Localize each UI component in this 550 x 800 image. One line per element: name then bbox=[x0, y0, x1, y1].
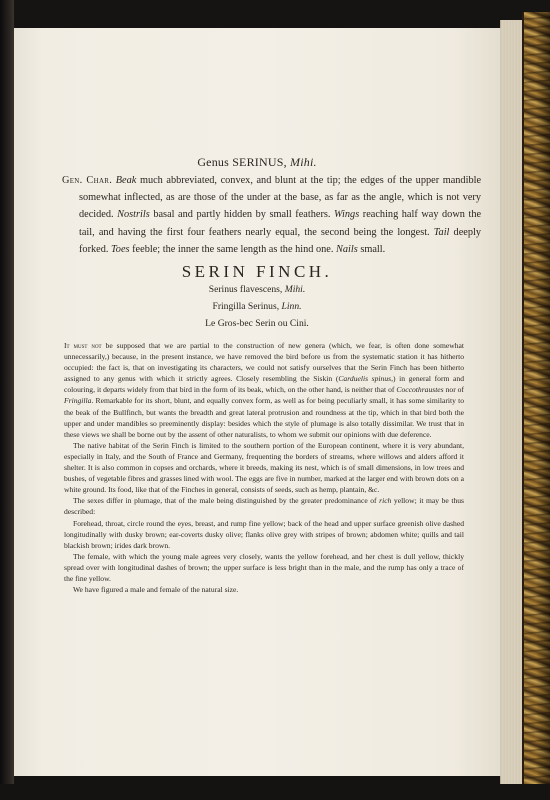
emphasis: rich bbox=[379, 496, 392, 506]
text-run: The sexes differ in plumage, that of the male being distinguished by the greater predominance of bbox=[73, 496, 380, 506]
nostrils-text: basal and partly hidden by small feathers. bbox=[153, 209, 331, 221]
paragraph-female-description: The female, with which the young male agrees very closely, wants the yellow forehead, and her chest is dull yellow, thickly spread over with longitudinal dashes of brown; the upper surface is less bright than in the male, and the rump has only a trace of the fine yellow. bbox=[64, 551, 464, 583]
species-title: SERIN FINCH. bbox=[181, 262, 333, 281]
latin-name: Fringilla bbox=[64, 396, 92, 406]
synonym-authority: Mihi. bbox=[284, 284, 306, 295]
toes-text: feeble; the inner the same length as the hind one. bbox=[132, 243, 334, 255]
lead-words: It must not bbox=[64, 341, 102, 350]
nails-text: small. bbox=[360, 243, 386, 255]
synonym-name: Serinus flavescens, bbox=[208, 284, 283, 295]
paragraph-male-description: Forehead, throat, circle round the eyes, breast, and rump fine yellow; back of the head and upper surface greenish olive dashed longitudinally with dusky brown; ear-coverts dusky olive; flanks olive grey with stripes of brown; abdomen white; quills and tail blackish brown; irides dark brown. bbox=[64, 518, 464, 550]
beak-label: Beak bbox=[115, 175, 137, 186]
genus-name: SERINUS, bbox=[232, 155, 287, 169]
toes-label: Toes bbox=[111, 243, 130, 255]
wings-label: Wings bbox=[334, 209, 360, 221]
text-run: be supposed that we are partial to the construction of new genera (which, we fear, is often done somewhat unnecessarily,) because, in the present instance, we have removed the bird before us from the systematic station it has hitherto occupied: the fact is, that on investigating its characters, we could not satisfy ourselves that the Serin Finch has been hitherto assigned to any genus with which it strictly agrees. Closely resembling the Siskin ( bbox=[64, 341, 464, 384]
synonym-1 bbox=[14, 284, 500, 295]
tail-label: Tail bbox=[433, 226, 450, 238]
generic-characters bbox=[62, 172, 481, 258]
text-run: nor of bbox=[443, 385, 465, 395]
synonym-3 bbox=[14, 318, 500, 329]
paragraph-figure-note: We have figured a male and female of the natural size. bbox=[73, 585, 239, 595]
text-run: ,) in general form and colouring, it departs widely from that bird in the form of its beak, which, on the other hand, is neither that of bbox=[64, 374, 465, 395]
tail-text: deeply forked. bbox=[79, 226, 481, 255]
wings-text: reaching half way down the tail, and having the first four feathers nearly equal, the second being the longest. bbox=[79, 209, 482, 238]
synonym-name: Fringilla Serinus, bbox=[212, 301, 280, 312]
nostrils-label: Nostrils bbox=[117, 209, 150, 221]
gen-char-label: Gen. Char. bbox=[62, 175, 113, 186]
latin-name: Coccothraustes bbox=[396, 385, 444, 395]
text-run: yellow; it may be thus described: bbox=[64, 496, 465, 517]
synonym-name: Le Gros-bec Serin ou Cini. bbox=[205, 318, 309, 329]
genus-authority: Mihi. bbox=[290, 155, 317, 169]
paragraph-sexes bbox=[64, 495, 464, 517]
genus-prefix: Genus bbox=[197, 155, 233, 169]
text-run: . Remarkable for its short, blunt, and equally convex form, as well as for being peculiarly small, it has some similarity to the beak of the Bullfinch, but wants the breadth and great lateral protrusion and roundness at the tip, which in that bird both the upper and under mandibles so preeminently display: besides which the style of plumage is also totally dissimilar. We trust that in these views we shall be borne out by the assent of other naturalists, to whom we submit our opinions with due deference. bbox=[64, 396, 464, 439]
binding-gutter bbox=[0, 0, 14, 800]
background-bottom bbox=[0, 784, 550, 800]
beak-text: much abbreviated, convex, and blunt at the tip; the edges of the upper mandible somewhat inflected, as are those of the under at the base, as far as the angle, which is not very decided. bbox=[79, 175, 482, 221]
paragraph-introduction bbox=[64, 340, 464, 440]
background-top bbox=[0, 0, 550, 20]
paragraph-habitat: The native habitat of the Serin Finch is limited to the southern portion of the European continent, where it is very abundant, especially in Italy, and the South of France and Germany, frequenting the borders of streams, where willows and alders afford it shelter. It is also common in copses and orchards, where it breeds, making its nest, which is of small dimensions, in low trees and bushes, of vegetable fibres and grasses lined with wool. The eggs are five in number, marked at the larger end with brown dots on a white ground. Its food, like that of the Finches in general, consists of seeds, such as hemp, plantain, &c. bbox=[64, 440, 464, 495]
page-edges bbox=[500, 20, 523, 785]
nails-label: Nails bbox=[336, 243, 358, 255]
species-description bbox=[64, 340, 464, 595]
genus-heading bbox=[14, 155, 500, 170]
gilt-shadow bbox=[536, 12, 550, 788]
synonym-authority: Linn. bbox=[281, 301, 302, 312]
latin-name: Carduelis spinus bbox=[338, 374, 392, 384]
synonym-2 bbox=[14, 301, 500, 312]
